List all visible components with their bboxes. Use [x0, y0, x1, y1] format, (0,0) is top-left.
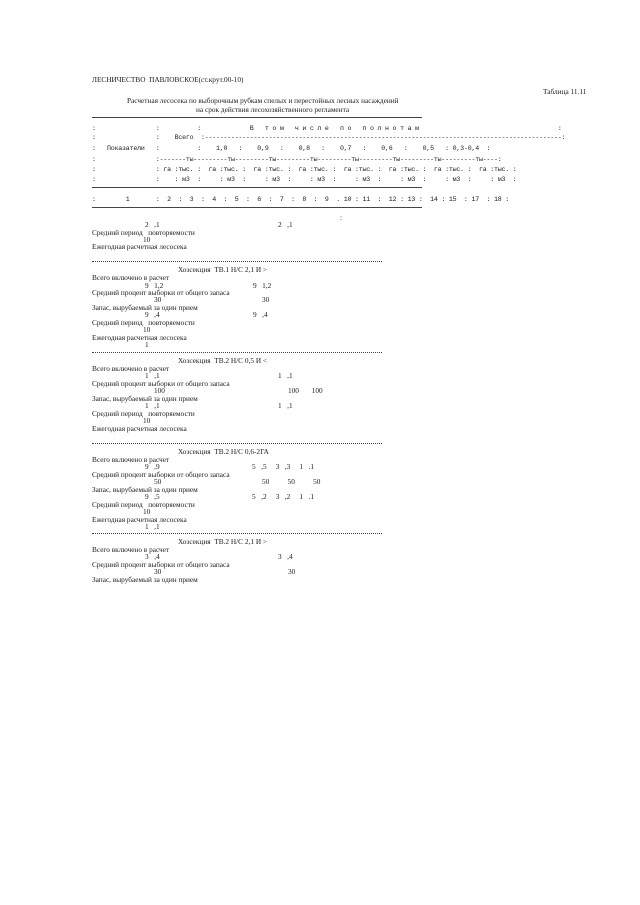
- section-1-title: Хозсекция ТВ.1 Н/С 2,1 И >: [178, 265, 268, 274]
- section-2-pct-a: 100: [154, 386, 165, 395]
- head-top-rule: [92, 117, 422, 118]
- section-2-pct-label: Средний процент выборки от общего запаса: [92, 379, 230, 388]
- section-3-total-a: 9 ,9: [145, 462, 160, 471]
- section-1-stock-a: 9 ,4: [145, 310, 160, 319]
- section-1-annual-value: 1: [145, 340, 149, 349]
- section-2-pct-b: 100 100: [288, 386, 323, 395]
- section-1-stock-label: Запас, вырубаемый за один прием: [92, 303, 198, 312]
- head-row-6: : : : м3 : : м3 : : м3 : : м3 : : м3 : : м3 : : м3 : : м3 :: [92, 176, 517, 183]
- section-4-pct-b: 30: [288, 567, 296, 576]
- section-1-pct-b: 30: [262, 295, 270, 304]
- head-mid-rule: [92, 187, 422, 188]
- section-0-annual-label: Ежегодная расчетная лесосека: [92, 242, 187, 251]
- section-3-title: Хозсекция ТВ.2 Н/С 0,6-2ГА: [178, 447, 269, 456]
- section-0-period-value: 10: [143, 235, 151, 244]
- section-2-stock-a: 1 ,1: [145, 401, 160, 410]
- section-2-total-label: Всего включено в расчет: [92, 364, 170, 373]
- table-title-line-1: Расчетная лесосека по выборочным рубкам спелых и перестойных лесных насаждений: [127, 96, 399, 105]
- section-1-period-label: Средний период повторяемости: [92, 318, 195, 327]
- head-row-4: : :-------ты---------ты---------ты---------ты---------ты---------ты---------ты---------ты----:: [92, 156, 502, 163]
- head-row-5: : : га :тыс. : га :тыс. : га :тыс. : га :тыс. : га :тыс. : га :тыс. : га :тыс. : га :тыс. :: [92, 166, 517, 173]
- section-3-separator: [92, 443, 382, 444]
- head-bottom-rule: [92, 207, 422, 208]
- section-1-annual-label: Ежегодная расчетная лесосека: [92, 333, 187, 342]
- section-0-period-label: Средний период повторяемости: [92, 228, 195, 237]
- head-row-3: : Показатели : : 1,0 : 0,9 : 0,8 : 0,7 : 0,6 : 0,5 : 0,3-0,4 :: [92, 145, 491, 152]
- section-1-pct-label: Средний процент выборки от общего запаса: [92, 288, 230, 297]
- section-3-annual-label: Ежегодная расчетная лесосека: [92, 515, 187, 524]
- section-4-pct-label: Средний процент выборки от общего запаса: [92, 560, 230, 569]
- section-3-stock-label: Запас, вырубаемый за один прием: [92, 485, 198, 494]
- section-2-total-a: 1 ,1: [145, 371, 160, 380]
- section-1-total-label: Всего включено в расчет: [92, 273, 170, 282]
- section-3-period-label: Средний период повторяемости: [92, 500, 195, 509]
- section-3-total-b: 5 ,5 3 ,3 1 .1: [252, 462, 315, 471]
- section-1-total-b: 9 1,2: [253, 281, 272, 290]
- section-3-stock-a: 9 ,5: [145, 492, 160, 501]
- section-2-stock-label: Запас, вырубаемый за один прием: [92, 394, 198, 403]
- section-4-pct-a: 30: [154, 567, 162, 576]
- section-0-value-a: 2 ,1: [145, 220, 160, 229]
- section-0-colon: :: [340, 213, 343, 222]
- section-1-separator: [92, 261, 382, 262]
- section-3-pct-label: Средний процент выборки от общего запаса: [92, 470, 230, 479]
- section-1-period-value: 10: [143, 325, 151, 334]
- section-2-total-b: 1 ,1: [278, 371, 293, 380]
- section-3-pct-a: 50: [154, 477, 162, 486]
- section-2-title: Хозсекция ТВ.2 Н/С 0,5 И <: [178, 356, 268, 365]
- section-2-stock-b: 1 ,1: [278, 401, 293, 410]
- table-number: Таблица 11.11: [543, 87, 587, 96]
- section-1-pct-a: 30: [154, 295, 162, 304]
- section-4-total-label: Всего включено в расчет: [92, 545, 170, 554]
- section-1-total-a: 9 1,2: [145, 281, 164, 290]
- section-1-stock-b: 9 ,4: [253, 310, 268, 319]
- section-3-stock-b: 5 ,2 3 ,2 1 .1: [252, 492, 315, 501]
- section-3-total-label: Всего включено в расчет: [92, 455, 170, 464]
- head-row-numbers: : 1 : 2 : 3 : 4 : 5 : 6 : 7 : 8 : 9 . 10 : 11 : 12 : 13 : 14 : 15 : 17 : 18 :: [92, 196, 510, 203]
- section-0-value-b: 2 ,1: [278, 220, 293, 229]
- section-2-period-value: 10: [143, 416, 151, 425]
- section-4-stock-label: Запас, вырубаемый за один прием: [92, 575, 198, 584]
- section-4-total-b: 3 ,4: [278, 552, 293, 561]
- section-2-separator: [92, 352, 382, 353]
- section-3-annual-value: 1 ,1: [145, 522, 160, 531]
- section-2-period-label: Средний период повторяемости: [92, 409, 195, 418]
- section-4-total-a: 3 ,4: [145, 552, 160, 561]
- forestry-name: ЛЕСНИЧЕСТВО ПАВЛОВСКОЕ(ст.крут.00-10): [92, 75, 244, 84]
- head-row-2: : : Всего :-----------------------------------------------------------------------------------------------:: [92, 134, 566, 141]
- section-3-pct-b: 50 50 50: [262, 477, 321, 486]
- head-row-1: : : : В т о м ч и с л е п о п о л н о т а м :: [92, 125, 562, 132]
- section-4-title: Хозсекция ТВ.2 Н/С 2,1 И >: [178, 537, 268, 546]
- table-title-line-2: на срок действия лесохозяйственного регламента: [196, 105, 350, 114]
- section-3-period-value: 10: [143, 507, 151, 516]
- section-2-annual-label: Ежегодная расчетная лесосека: [92, 424, 187, 433]
- section-4-separator: [92, 533, 382, 534]
